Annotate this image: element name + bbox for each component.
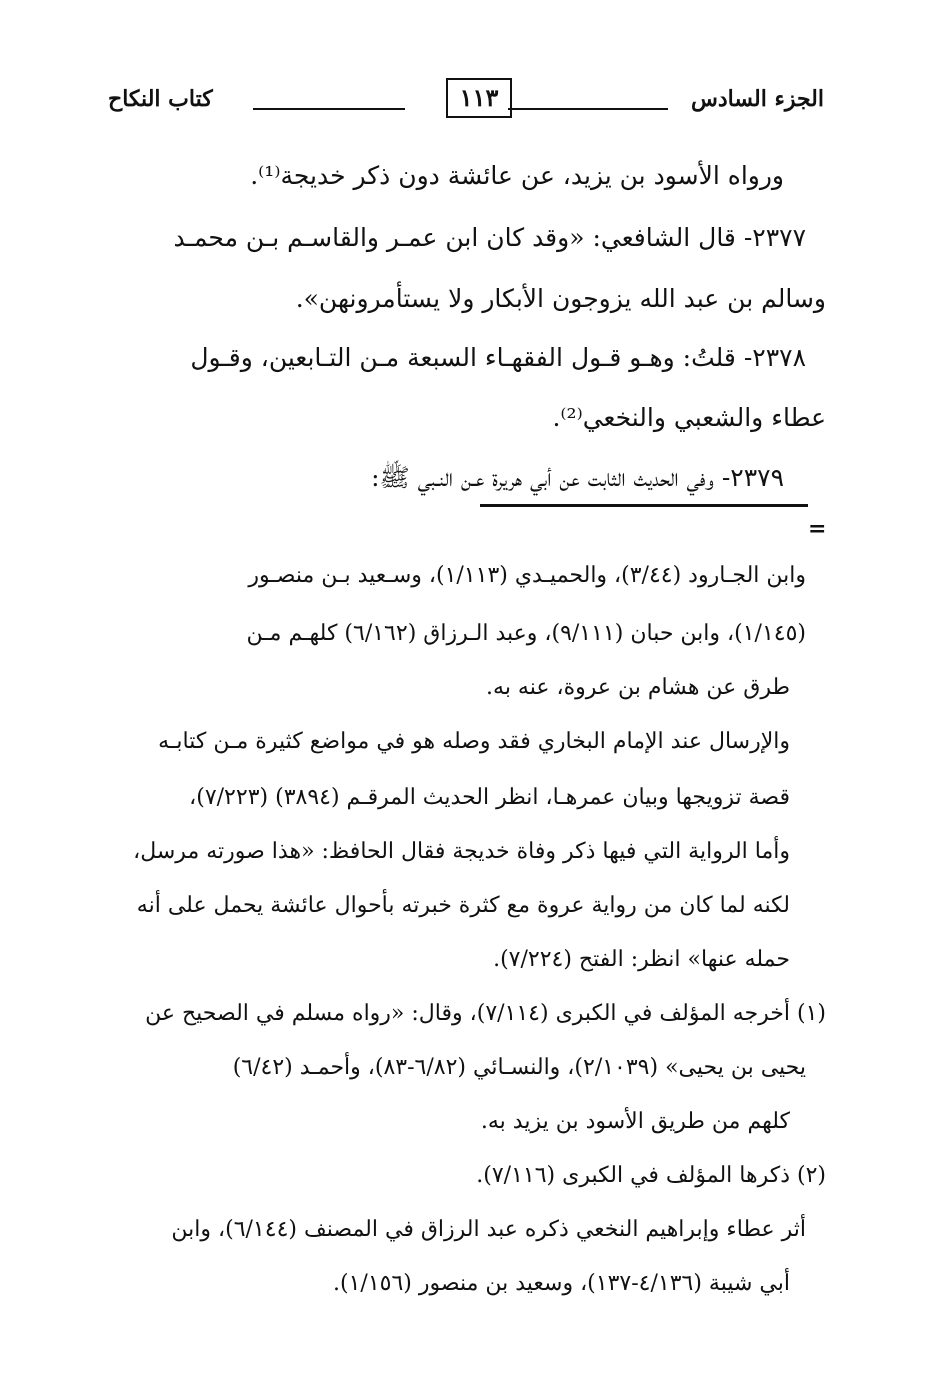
note-line: والإرسال عند الإمام البخاري فقد وصله هو في مواضع كثيرة مـن كتابـه xyxy=(158,729,790,754)
note-line: لكنه لما كان من رواية عروة مع كثرة خبرته بأحوال عائشة يحمل على أنه xyxy=(136,893,790,918)
main-line: ٢٣٧٩- وفي الحديث الثابت عن أبي هريرة عـن النـبي ﷺ: xyxy=(371,463,784,492)
book-title: كتاب النكاح xyxy=(108,86,213,112)
note-line: قصة تزويجها وبيان عمرهـا، انظر الحديث المرقـم (٣٨٩٤) (٧/٢٢٣)، xyxy=(189,785,790,810)
note-line: (١/١٤٥)، وابن حبان (٩/١١١)، وعبد الـرزاق (٦/١٦٢) كلهـم مـن xyxy=(246,621,806,646)
page-number: ١١٣ xyxy=(446,78,512,118)
volume-title: الجزء السادس xyxy=(691,86,824,112)
main-line: وسالم بن عبد الله يزوجون الأبكار ولا يستأمرونهن». xyxy=(295,284,826,313)
footnote-2-line: أبي شيبة (٤/١٣٦-١٣٧)، وسعيد بن منصور (١/١٥٦). xyxy=(333,1271,790,1296)
footnote-1-line: كلهم من طريق الأسود بن يزيد به. xyxy=(480,1109,790,1134)
running-header xyxy=(108,78,824,124)
note-line: حمله عنها» انظر: الفتح (٧/٢٢٤). xyxy=(493,947,790,972)
note-line: طرق عن هشام بن عروة، عنه به. xyxy=(486,675,790,700)
header-rule-right xyxy=(508,108,668,110)
footnote-1-line: يحيى بن يحيى» (٢/١٠٣٩)، والنسـائي (٦/٨٢-٨٣)، وأحمـد (٦/٤٢) xyxy=(232,1055,806,1080)
main-line: ٢٣٧٨- قلتُ: وهـو قـول الفقهـاء السبعة مـن التـابعين، وقـول xyxy=(190,343,806,372)
footnote-1-line: (١) أخرجه المؤلف في الكبرى (٧/١١٤)، وقال: «رواه مسلم في الصحيح عن xyxy=(145,1001,826,1026)
continuation-mark: = xyxy=(808,516,827,542)
note-line: وأما الرواية التي فيها ذكر وفاة خديجة فقال الحافظ: «هذا صورته مرسل، xyxy=(133,839,790,864)
header-rule-left xyxy=(253,108,405,110)
main-line: عطاء والشعبي والنخعي⁽²⁾. xyxy=(552,403,826,432)
footnote-2-line: أثر عطاء وإبراهيم النخعي ذكره عبد الرزاق في المصنف (٦/١٤٤)، وابن xyxy=(171,1217,806,1242)
main-line: ٢٣٧٧- قال الشافعي: «وقد كان ابن عمـر والقاسـم بـن محمـد xyxy=(173,223,806,252)
main-line: ورواه الأسود بن يزيد، عن عائشة دون ذكر خديجة⁽¹⁾. xyxy=(250,161,784,190)
note-line: وابن الجـارود (٣/٤٤)، والحميـدي (١/١١٣)، وسـعيد بـن منصـور xyxy=(248,563,806,588)
footnote-separator xyxy=(480,504,808,507)
footnote-2-line: (٢) ذكرها المؤلف في الكبرى (٧/١١٦). xyxy=(476,1163,826,1188)
